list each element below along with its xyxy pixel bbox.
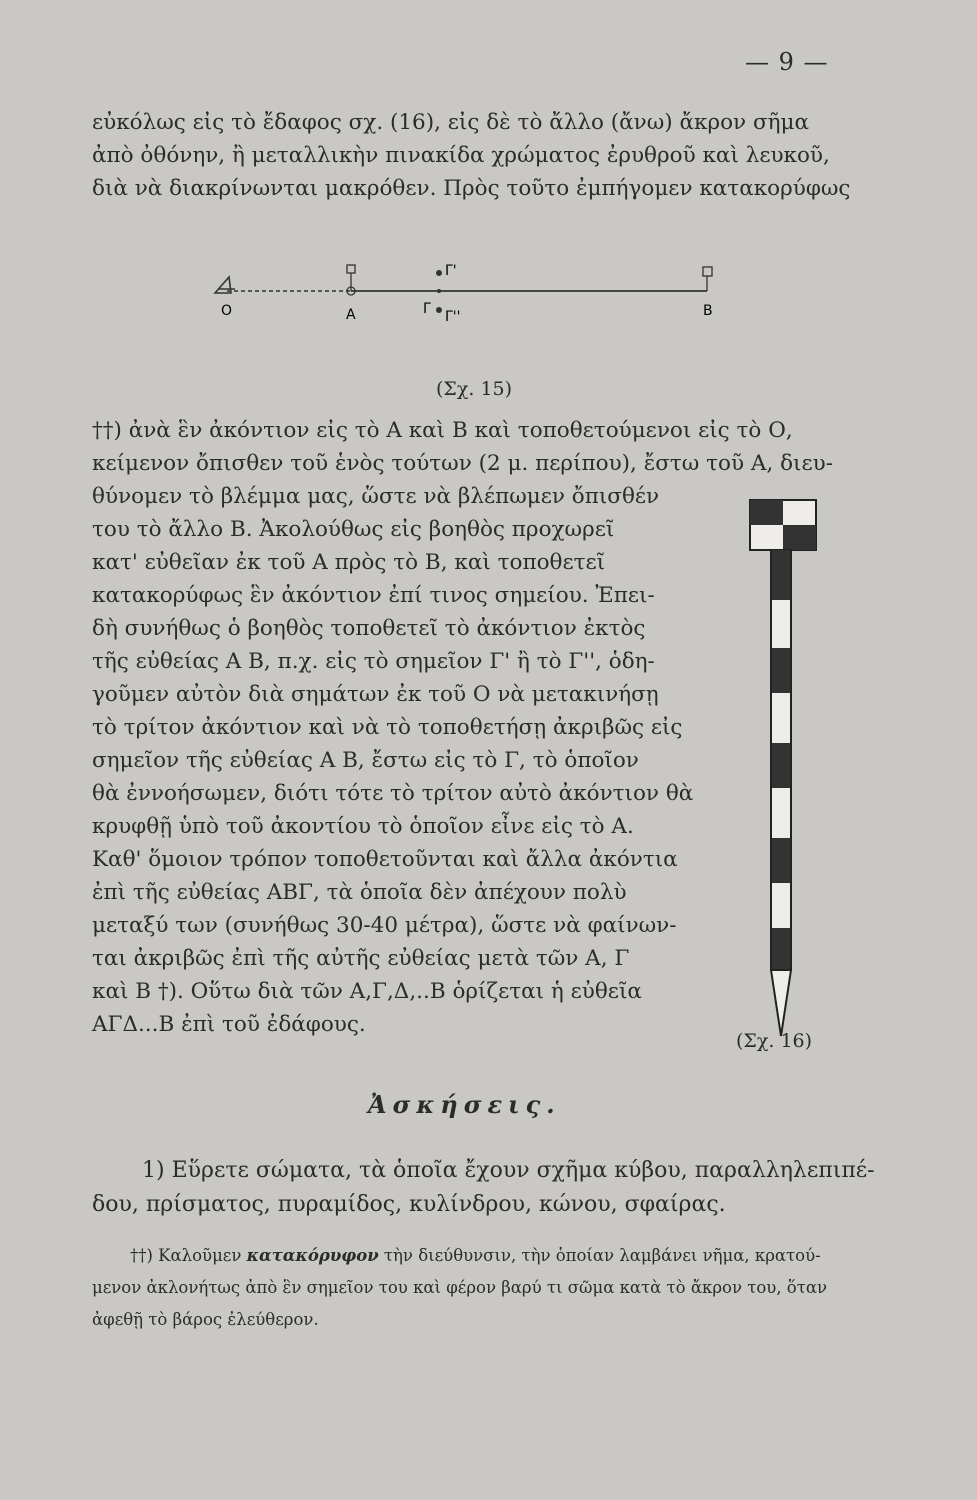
label-o: O <box>221 303 233 319</box>
text-line: θύνομεν τὸ βλέμμα μας, ὥστε νὰ βλέπωμεν ὄπισθέν <box>92 484 660 509</box>
page-number: — 9 — <box>745 48 829 76</box>
figure-16-caption: (Σχ. 16) <box>736 1030 813 1052</box>
figure-15-caption: (Σχ. 15) <box>436 378 513 400</box>
point-g1 <box>436 270 442 276</box>
text-line: τὸ τρίτον ἀκόντιον καὶ νὰ τὸ τοποθετήσῃ ἀκριβῶς εἰς <box>92 715 683 740</box>
footnote-pre: ††) Καλοῦμεν <box>130 1246 247 1265</box>
eye-icon <box>215 277 235 293</box>
exercise-line: δου, πρίσματος, πυραμίδος, κυλίνδρου, κώνου, σφαίρας. <box>92 1192 726 1217</box>
text-line: κατακορύφως ἓν ἀκόντιον ἐπί τινος σημείου. Ἐπει- <box>92 583 655 608</box>
label-g1: Γ' <box>445 263 457 279</box>
text-line: κατ' εὐθεῖαν ἐκ τοῦ Α πρὸς τὸ Β, καὶ τοποθετεῖ <box>92 550 606 575</box>
text-line: θὰ ἐννοήσωμεν, διότι τότε τὸ τρίτον αὐτὸ ἀκόντιον θὰ <box>92 781 694 806</box>
text-line: Καθ' ὅμοιον τρόπον τοποθετοῦνται καὶ ἄλλα ἀκόντια <box>92 847 678 872</box>
text-line: διὰ νὰ διακρίνωνται μακρόθεν. Πρὸς τοῦτο ἐμπήγομεν κατακορύφως <box>92 176 851 201</box>
text-line: του τὸ ἄλλο Β. Ἀκολούθως εἰς βοηθὸς προχωρεῖ <box>92 517 615 542</box>
text-line: γοῦμεν αὐτὸν διὰ σημάτων ἐκ τοῦ Ο νὰ μετακινήσῃ <box>92 682 659 707</box>
section-heading: Ἀσκήσεις. <box>368 1090 561 1119</box>
point-g <box>437 289 441 293</box>
label-g: Γ <box>423 301 431 317</box>
pole-b-icon <box>703 267 712 291</box>
figure-15-diagram <box>205 255 745 325</box>
footnote-line: μενον ἀκλονήτως ἀπὸ ἓν σημεῖον του καὶ φέρον βαρύ τι σῶμα κατὰ τὸ ἄκρον του, ὅταν <box>92 1278 828 1297</box>
label-a: A <box>346 307 356 323</box>
text-line: εὐκόλως εἰς τὸ ἔδαφος σχ. (16), εἰς δὲ τὸ ἄλλο (ἄνω) ἄκρον σῆμα <box>92 110 809 135</box>
footnote-term: κατακόρυφον <box>246 1246 379 1265</box>
point-g2 <box>436 307 442 313</box>
text-line: μεταξύ των (συνήθως 30-40 μέτρα), ὥστε νὰ φαίνων- <box>92 913 677 938</box>
text-line: σημεῖον τῆς εὐθείας Α Β, ἔστω εἰς τὸ Γ, τὸ ὁποῖον <box>92 748 639 773</box>
text-line: κρυφθῇ ὑπὸ τοῦ ἀκοντίου τὸ ὁποῖον εἶνε εἰς τὸ Α. <box>92 814 634 839</box>
text-line: ††) ἀνὰ ἓν ἀκόντιον εἰς τὸ Α καὶ Β καὶ τοποθετούμενοι εἰς τὸ Ο, <box>92 418 793 443</box>
text-line: κείμενον ὄπισθεν τοῦ ἑνὸς τούτων (2 μ. περίπου), ἔστω τοῦ Α, διευ- <box>92 451 833 476</box>
text-line: καὶ Β †). Οὕτω διὰ τῶν Α,Γ,Δ,..Β ὁρίζεται ἡ εὐθεῖα <box>92 979 642 1004</box>
footnote-line: ἀφεθῇ τὸ βάρος ἐλεύθερον. <box>92 1310 319 1329</box>
text-line: δὴ συνήθως ὁ βοηθὸς τοποθετεῖ τὸ ἀκόντιον ἐκτὸς <box>92 616 646 641</box>
text-line: ἀπὸ ὀθόνην, ἢ μεταλλικὴν πινακίδα χρώματος ἐρυθροῦ καὶ λευκοῦ, <box>92 143 830 168</box>
footnote-line <box>130 1248 821 1265</box>
label-g2: Γ'' <box>445 309 461 325</box>
text-line: ται ἀκριβῶς ἐπὶ τῆς αὐτῆς εὐθείας μετὰ τῶν Α, Γ <box>92 946 630 971</box>
text-line: ἐπὶ τῆς εὐθείας ΑΒΓ, τὰ ὁποῖα δὲν ἀπέχουν πολὺ <box>92 880 627 905</box>
text-line: τῆς εὐθείας Α Β, π.χ. εἰς τὸ σημεῖον Γ' ἢ τὸ Γ'', ὁδη- <box>92 649 655 674</box>
footnote-post: τὴν διεύθυνσιν, τὴν ὁποίαν λαμβάνει νῆμα, κρατού- <box>378 1246 821 1265</box>
label-b: B <box>703 303 713 319</box>
text-line: ΑΓΔ...Β ἐπὶ τοῦ ἐδάφους. <box>92 1012 366 1037</box>
figure-16-surveying-rod <box>748 498 822 1038</box>
exercise-line: 1) Εὕρετε σώματα, τὰ ὁποῖα ἔχουν σχῆμα κύβου, παραλληλεπιπέ- <box>142 1158 875 1183</box>
